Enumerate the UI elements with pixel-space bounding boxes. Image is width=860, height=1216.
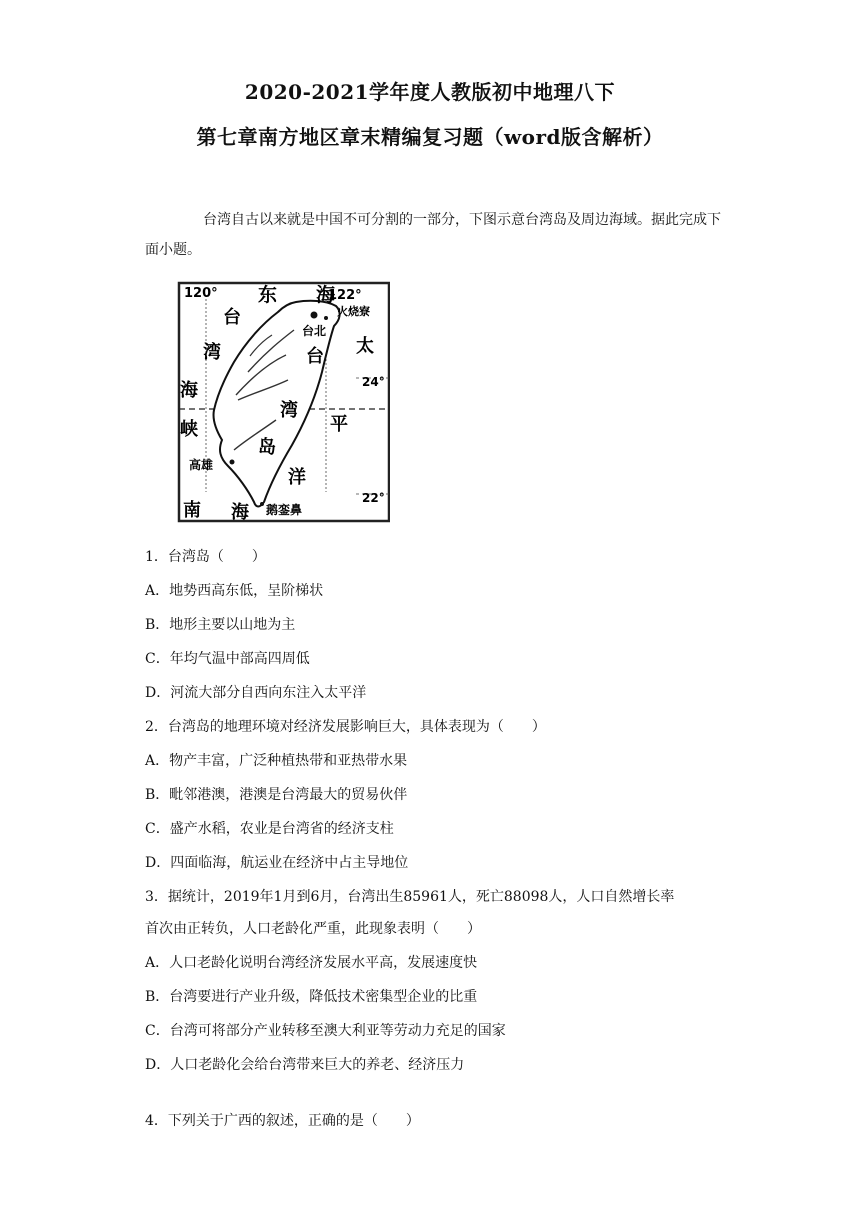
label-taipei: 台北 bbox=[302, 324, 327, 338]
taiwan-map bbox=[176, 280, 390, 524]
label-22: 22° bbox=[362, 491, 385, 505]
label-120: 120° bbox=[184, 286, 218, 301]
question-3-stem-line2: 首次由正转负，人口老龄化严重，此现象表明（ ） bbox=[145, 921, 481, 937]
question-2-option-a: A．物产丰富，广泛种植热带和亚热带水果 bbox=[145, 753, 408, 769]
question-1-option-a: A．地势西高东低，呈阶梯状 bbox=[145, 583, 324, 599]
taipei-marker bbox=[311, 312, 318, 319]
label-24: 24° bbox=[362, 375, 385, 389]
question-1-option-d: D．河流大部分自西向东注入太平洋 bbox=[145, 685, 367, 701]
question-3-option-a: A．人口老龄化说明台湾经济发展水平高，发展速度快 bbox=[145, 955, 478, 971]
svg-text:洋: 洋 bbox=[288, 467, 306, 488]
svg-text:海: 海 bbox=[231, 502, 249, 523]
question-2-option-c: C．盛产水稻，农业是台湾省的经济支柱 bbox=[145, 821, 394, 837]
svg-text:南: 南 bbox=[183, 500, 201, 521]
svg-text:海: 海 bbox=[316, 284, 336, 306]
intro-text: 台湾自古以来就是中国不可分割的一部分，下图示意台湾岛及周边海域。据此完成下面小题。 bbox=[145, 212, 721, 258]
label-122: 122° bbox=[328, 288, 362, 303]
question-2-option-b: B．毗邻港澳，港澳是台湾最大的贸易伙伴 bbox=[145, 787, 408, 803]
question-3-option-c: C．台湾可将部分产业转移至澳大利亚等劳动力充足的国家 bbox=[145, 1023, 506, 1039]
question-2-option-d: D．四面临海，航运业在经济中占主导地位 bbox=[145, 855, 409, 871]
question-4-stem: 4．下列关于广西的叙述，正确的是（ ） bbox=[145, 1113, 420, 1129]
svg-text:海: 海 bbox=[180, 380, 198, 401]
svg-text:台: 台 bbox=[223, 307, 241, 328]
svg-text:湾: 湾 bbox=[203, 342, 221, 363]
eluanbi-marker bbox=[260, 502, 264, 506]
question-3-option-b: B．台湾要进行产业升级，降低技术密集型企业的比重 bbox=[145, 989, 478, 1005]
label-huoshaoliao: 火烧寮 bbox=[337, 305, 370, 318]
question-1-stem: 1．台湾岛（ ） bbox=[145, 549, 266, 565]
document-title-line2: 第七章南方地区章末精编复习题（word版含解析） bbox=[196, 125, 664, 149]
document-title-line1: 2020-2021学年度人教版初中地理八下 bbox=[244, 80, 616, 104]
svg-text:东: 东 bbox=[258, 284, 278, 306]
svg-text:太: 太 bbox=[356, 336, 374, 357]
question-1-option-c: C．年均气温中部高四周低 bbox=[145, 651, 310, 667]
question-2-stem: 2．台湾岛的地理环境对经济发展影响巨大，具体表现为（ ） bbox=[145, 719, 546, 735]
svg-text:岛: 岛 bbox=[258, 437, 276, 458]
label-eluanbi: 鹅銮鼻 bbox=[266, 503, 303, 517]
question-3-stem-line1: 3．据统计，2019年1月到6月，台湾出生85961人，死亡88098人，人口自然增长率 bbox=[145, 889, 675, 905]
label-gaoxiong: 高雄 bbox=[189, 458, 214, 472]
svg-text:平: 平 bbox=[330, 414, 348, 435]
svg-text:峡: 峡 bbox=[180, 419, 198, 440]
intro-paragraph bbox=[145, 205, 725, 265]
question-1-option-b: B．地形主要以山地为主 bbox=[145, 617, 296, 633]
gaoxiong-marker bbox=[230, 460, 235, 465]
svg-text:台: 台 bbox=[306, 346, 324, 367]
question-3-option-d: D．人口老龄化会给台湾带来巨大的养老、经济压力 bbox=[145, 1057, 465, 1073]
svg-text:湾: 湾 bbox=[280, 400, 298, 421]
